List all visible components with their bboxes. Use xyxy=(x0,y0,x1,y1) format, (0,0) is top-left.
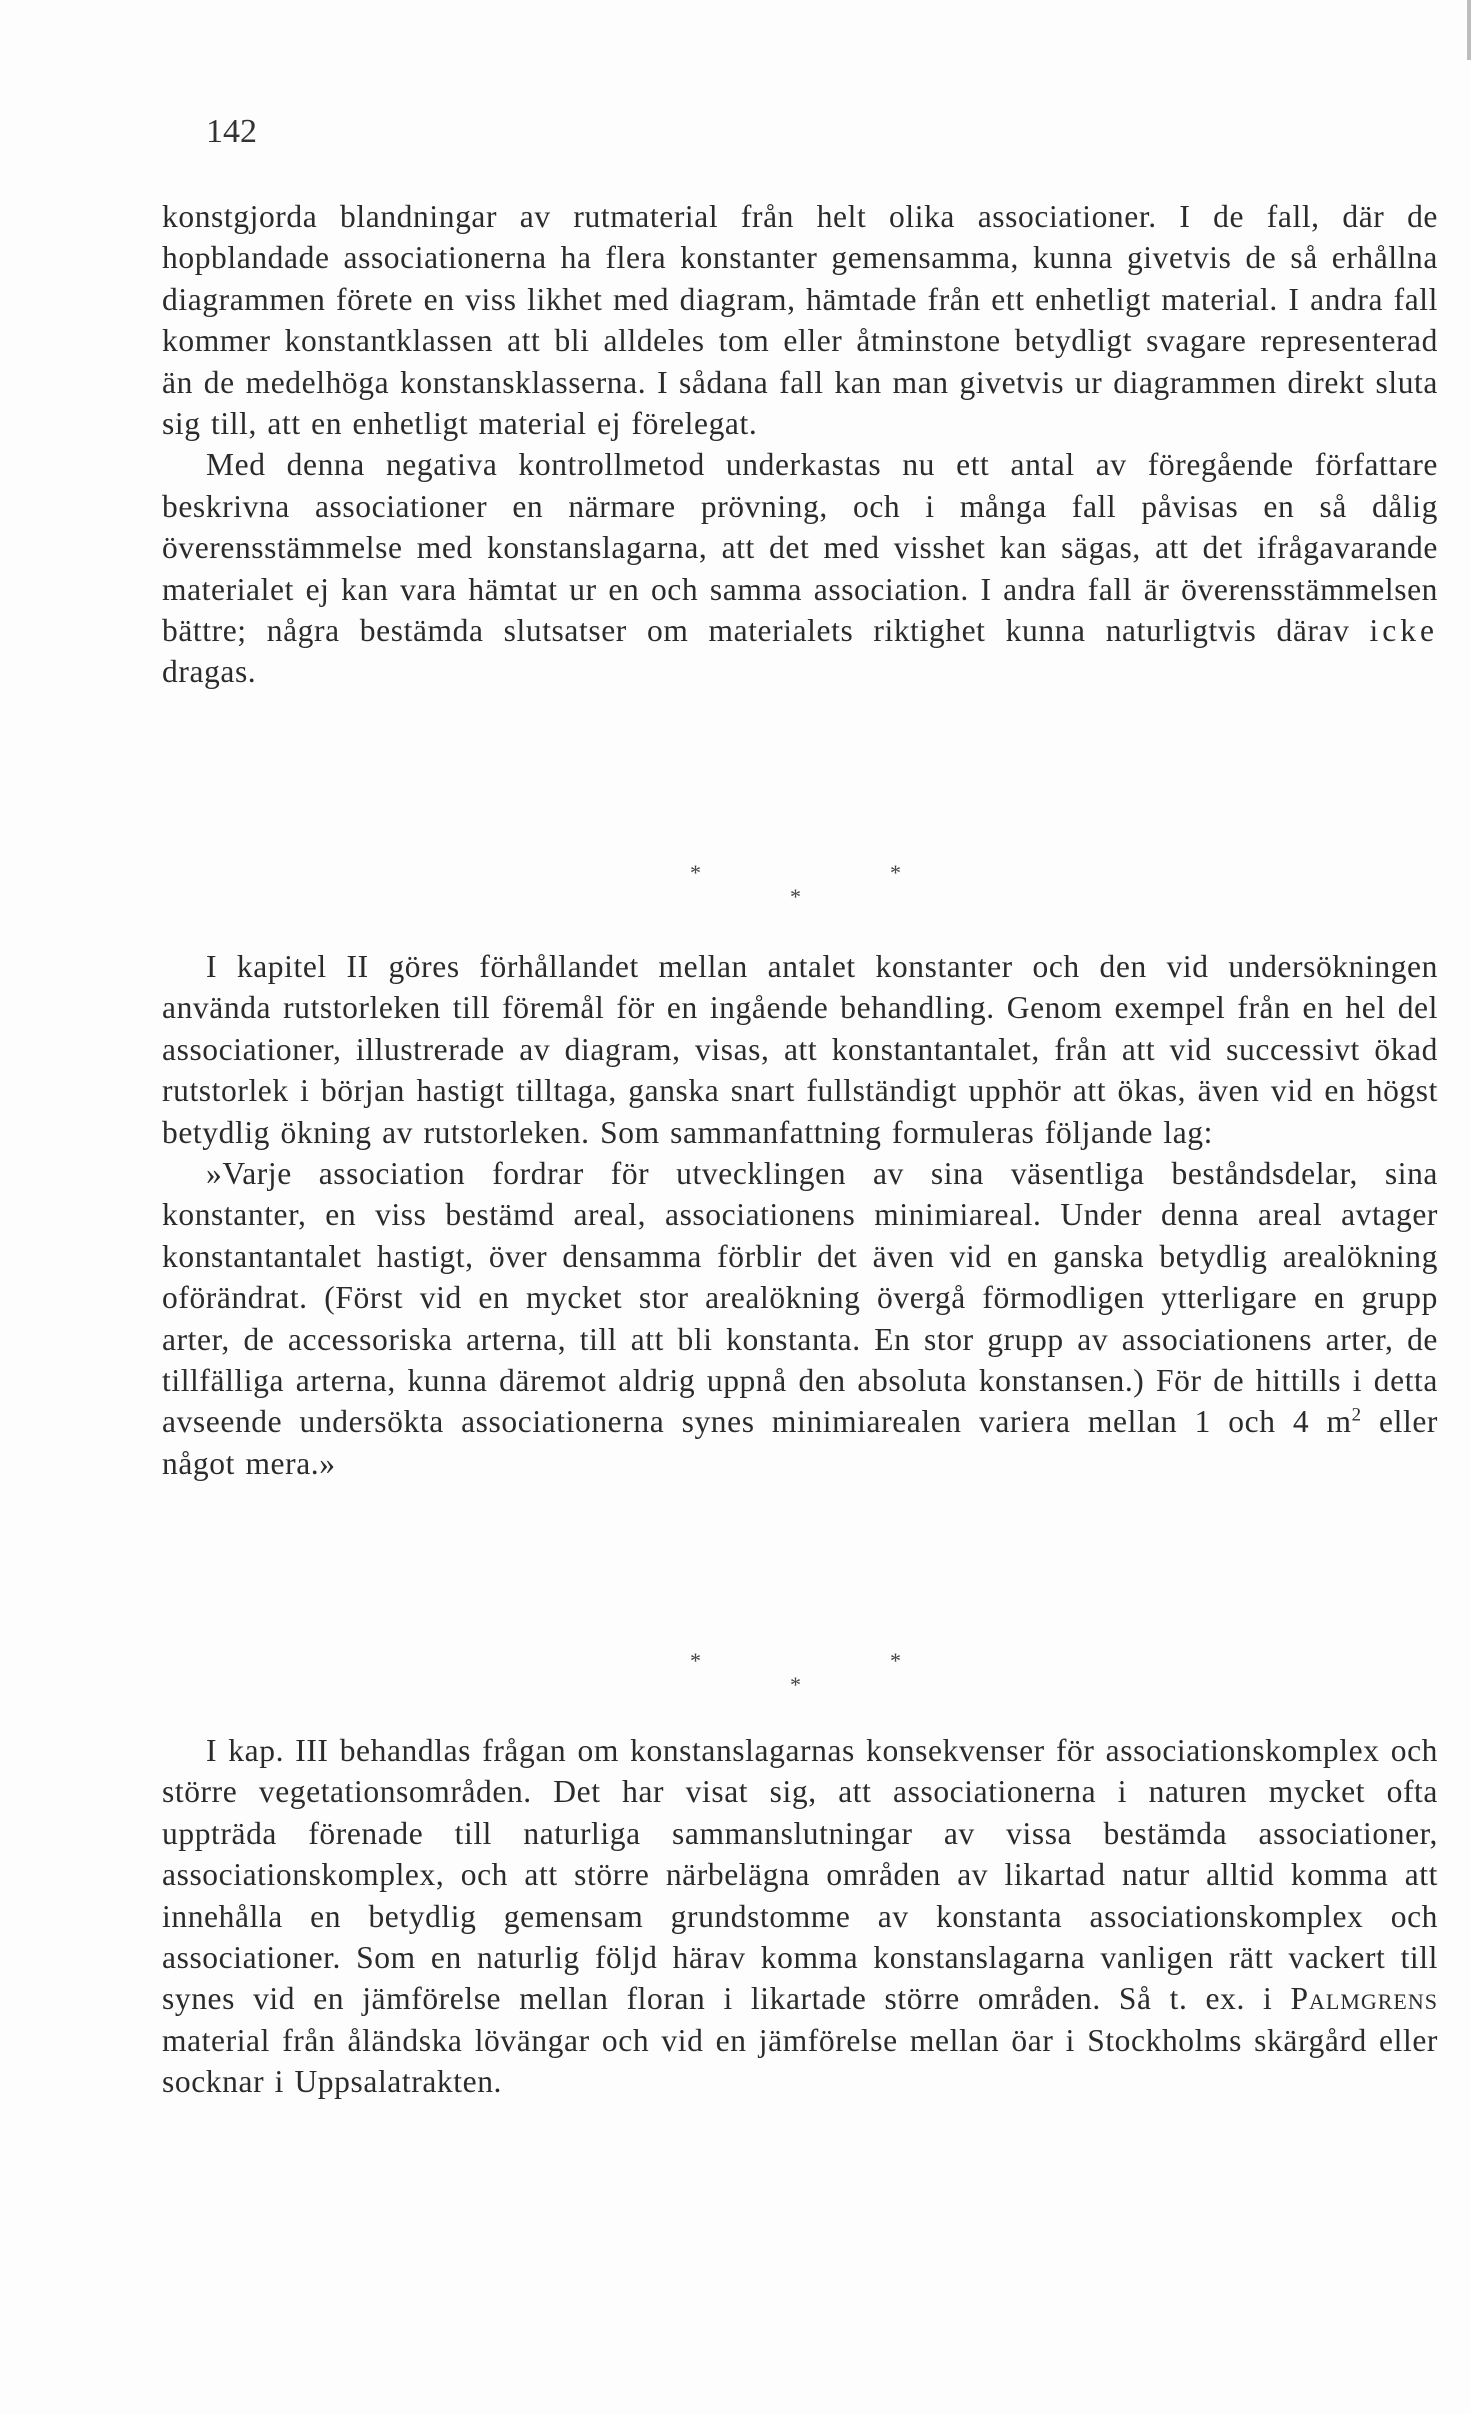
asterisk-middle: * xyxy=(790,884,801,909)
quote-text: »Varje association fordrar för utvecklingen av sina väsentliga beståndsdelar, sina konstanter, en viss bestämd areal, associationens minimiareal. Under denna areal avtager konstantantalet hastigt, över densamma förblir det även vid en ganska betydlig arealökning oförändrat. (Först vid en mycket stor arealökning övergå förmodligen ytterligare en grupp arter, de accessoriska arterna, till att bli konstanta. En stor grupp av associationens arter, de tillfälliga arterna, kunna däremot aldrig uppnå den absoluta konstansen.) För de hittills i detta avseende undersökta associationerna synes minimiarealen variera mellan 1 och 4 m xyxy=(162,1156,1438,1440)
section-2 xyxy=(162,946,1438,1484)
asterism-separator-1 xyxy=(0,862,1471,922)
paragraph-4-quote xyxy=(162,1153,1438,1484)
asterism-separator-2 xyxy=(0,1650,1471,1710)
author-name-palmgren: Palmgrens xyxy=(1290,1981,1438,2017)
quote-end: eller något mera.» xyxy=(162,1404,1438,1481)
paragraph-2 xyxy=(162,444,1438,692)
paragraph-3: I kapitel II göres förhållandet mellan antalet konstanter och den vid undersökningen använda rutstorleken till föremål för en ingående behandling. Genom exempel från en hel del associationer, illustrerade av diagram, visas, att konstantantalet, från att vid successivt ökad rutstorlek i början hastigt tilltaga, ganska snart fullständigt upphör att ökas, även vid en högst betydlig ökning av rutstorleken. Som sammanfattning formuleras följande lag: xyxy=(162,949,1438,1150)
asterisk-middle: * xyxy=(790,1672,801,1697)
superscript-2: 2 xyxy=(1351,1404,1362,1426)
paragraph-1: konstgjorda blandningar av rutmaterial från helt olika associationer. I de fall, där de hopblandade associationerna ha flera konstanter gemensamma, kunna givetvis de så erhållna diagrammen förete en viss likhet med diagram, hämtade från ett enhetligt material. I andra fall kommer konstantklassen att bli alldeles tom eller åtminstone betydligt svagare representerad än de medelhöga konstansklasserna. I sådana fall kan man givetvis ur diagrammen direkt sluta sig till, att en enhetligt material ej förelegat. xyxy=(162,199,1438,442)
page-number: 142 xyxy=(206,113,257,150)
scan-edge-mark xyxy=(1467,0,1471,60)
emphasis-icke: icke xyxy=(1369,613,1439,649)
paragraph-5-text: I kap. III behandlas frågan om konstanslagarnas konsekvenser för associationskomplex och större vegetationsområden. Det har visat sig, att associationerna i naturen mycket ofta uppträda förenade till naturliga sammanslutningar av vissa bestämda associationer, associationskomplex, och att större närbelägna områden av likartad natur alltid komma att innehålla en betydlig gemensam grundstomme av konstanta associationskomplex och associationer. Som en naturlig följd härav komma konstanslagarna vanligen rätt vackert till synes vid en jämförelse mellan floran i likartade större områden. Så t. ex. i xyxy=(162,1733,1438,2017)
asterisk-left: * xyxy=(690,1648,701,1673)
paragraph-5 xyxy=(162,1730,1438,2103)
asterisk-right: * xyxy=(890,1648,901,1673)
paragraph-5-end: material från åländska lövängar och vid en jämförelse mellan öar i Stockholms skärgård eller socknar i Uppsalatrakten. xyxy=(162,2022,1438,2100)
asterisk-left: * xyxy=(690,860,701,885)
section-1 xyxy=(162,196,1438,693)
paragraph-2-text: Med denna negativa kontrollmetod underkastas nu ett antal av föregående författare beskrivna associationer en närmare prövning, och i många fall påvisas en så dålig överensstämmelse med konstanslagarna, att det med visshet kan sägas, att det ifrågavarande materialet ej kan vara hämtat ur en och samma association. I andra fall är överensstämmelsen bättre; några bestämda slutsatser om materialets riktighet kunna naturligtvis därav xyxy=(162,447,1438,649)
paragraph-2-end: dragas. xyxy=(162,654,257,690)
section-3 xyxy=(162,1730,1438,2103)
asterisk-right: * xyxy=(890,860,901,885)
